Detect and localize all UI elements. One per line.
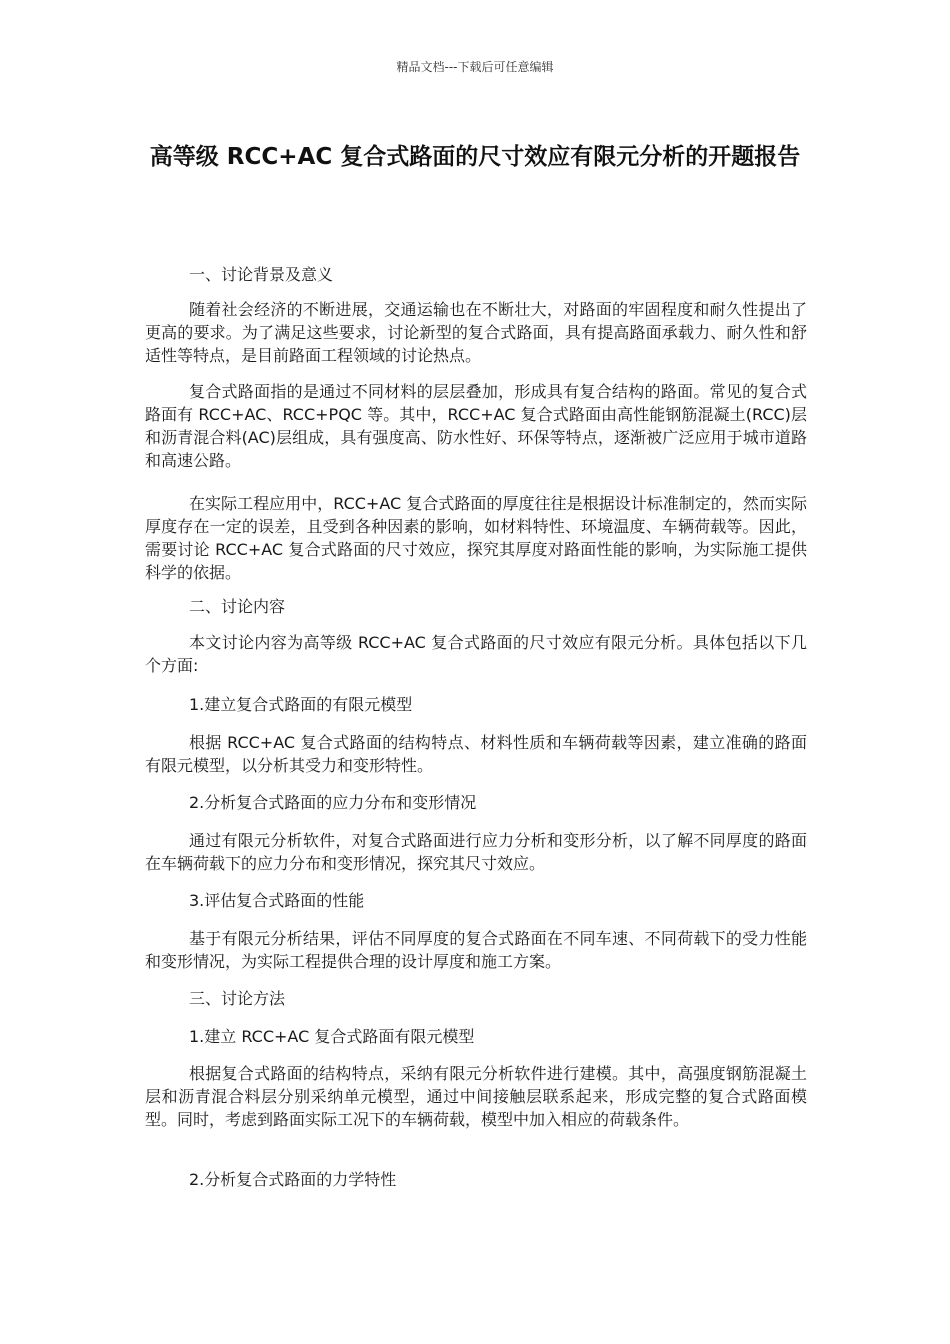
subheading: 2.分析复合式路面的应力分布和变形情况 (189, 793, 477, 812)
document-title: 高等级 RCC+AC 复合式路面的尺寸效应有限元分析的开题报告 (149, 144, 801, 170)
subheading: 3.评估复合式路面的性能 (189, 891, 365, 910)
paragraph: 通过有限元分析软件，对复合式路面进行应力分析和变形分析，以了解不同厚度的路面在车辆荷载下的应力分布和变形情况，探究其尺寸效应。 (145, 831, 807, 873)
paragraph: 根据 RCC+AC 复合式路面的结构特点、材料性质和车辆荷载等因素，建立准确的路面有限元模型，以分析其受力和变形特性。 (145, 733, 807, 775)
subheading: 1.建立 RCC+AC 复合式路面有限元模型 (189, 1027, 475, 1046)
subheading: 2.分析复合式路面的力学特性 (189, 1170, 397, 1189)
paragraph: 在实际工程应用中，RCC+AC 复合式路面的厚度往往是根据设计标准制定的，然而实际厚度存在一定的误差，且受到各种因素的影响，如材料特性、环境温度、车辆荷载等。因此，需要讨论 RCC+AC 复合式路面的尺寸效应，探究其厚度对路面性能的影响，为实际施工提供科学的依据。 (145, 494, 807, 582)
section-heading-3: 三、讨论方法 (189, 989, 286, 1008)
paragraph: 随着社会经济的不断进展，交通运输也在不断壮大，对路面的牢固程度和耐久性提出了更高的要求。为了满足这些要求，讨论新型的复合式路面，具有提高路面承载力、耐久性和舒适性等特点，是目前路面工程领域的讨论热点。 (145, 300, 807, 365)
paragraph: 根据复合式路面的结构特点，采纳有限元分析软件进行建模。其中，高强度钢筋混凝土层和沥青混合料层分别采纳单元模型，通过中间接触层联系起来，形成完整的复合式路面模型。同时，考虑到路面实际工况下的车辆荷载，模型中加入相应的荷载条件。 (145, 1064, 807, 1129)
document-body (145, 0, 807, 1344)
subheading: 1.建立复合式路面的有限元模型 (189, 695, 413, 714)
paragraph: 复合式路面指的是通过不同材料的层层叠加，形成具有复合结构的路面。常见的复合式路面有 RCC+AC、RCC+PQC 等。其中，RCC+AC 复合式路面由高性能钢筋混凝土(RCC)层和沥青混合料(AC)层组成，具有强度高、防水性好、环保等特点，逐渐被广泛应用于城市道路和高速公路。 (145, 382, 807, 470)
paragraph: 本文讨论内容为高等级 RCC+AC 复合式路面的尺寸效应有限元分析。具体包括以下几个方面: (145, 633, 807, 675)
section-heading-1: 一、讨论背景及意义 (189, 265, 334, 284)
section-heading-2: 二、讨论内容 (189, 597, 286, 616)
header-note: 精品文档---下载后可任意编辑 (396, 60, 554, 74)
paragraph: 基于有限元分析结果，评估不同厚度的复合式路面在不同车速、不同荷载下的受力性能和变形情况，为实际工程提供合理的设计厚度和施工方案。 (145, 929, 807, 971)
